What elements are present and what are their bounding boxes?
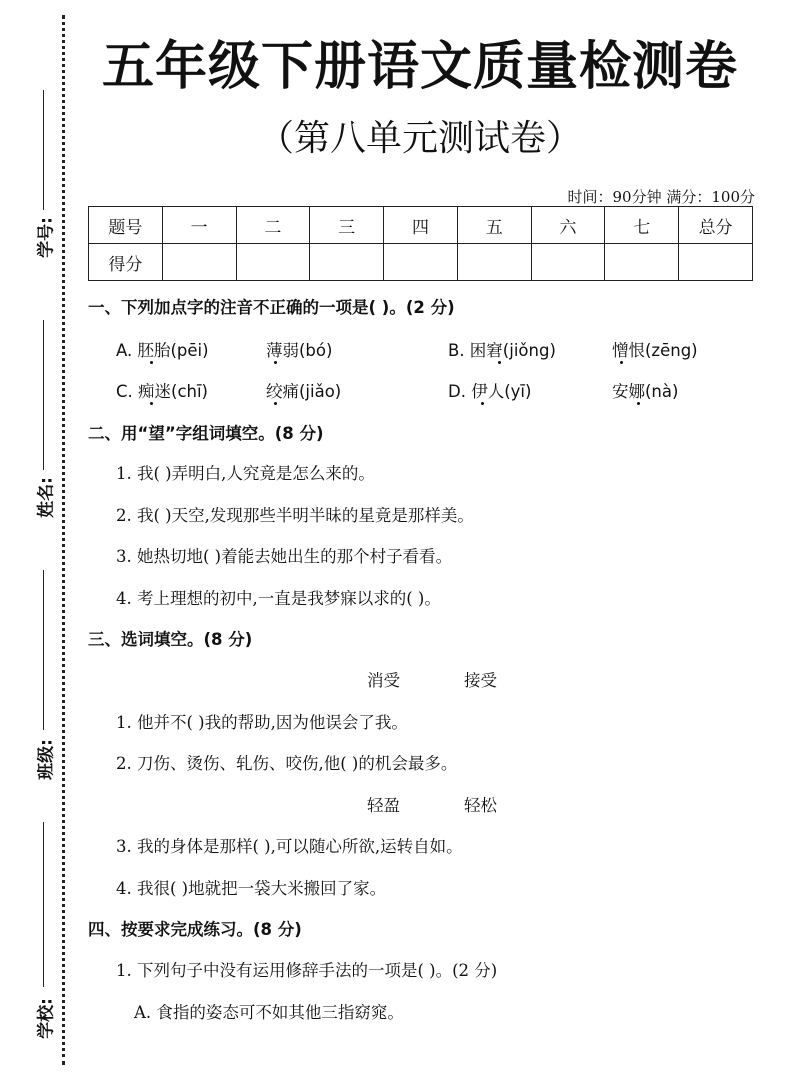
score-cell[interactable] [310,244,384,281]
section-4-heading: 四、按要求完成练习。(8 分) [88,920,302,939]
score-table-header-cell: 二 [236,207,310,244]
school-label: 学校: [36,998,57,1039]
option-c-word-1[interactable]: C. 痴迷(chī) [116,382,208,401]
score-table-header-cell: 四 [384,207,458,244]
question-3-3[interactable]: 3. 我的身体是那样( ),可以随心所欲,运转自如。 [116,837,463,856]
score-table-header-cell: 一 [162,207,236,244]
student-number-label: 学号: [36,217,57,258]
question-2-2[interactable]: 2. 我( )天空,发现那些半明半昧的星竟是那样美。 [116,506,474,525]
emphasis-dot [150,361,153,364]
word-choice: 轻盈 [367,796,400,815]
name-field[interactable] [22,320,57,520]
section-2-heading: 二、用“望”字组词填空。(8 分) [88,424,324,443]
score-cell[interactable] [457,244,531,281]
score-cell[interactable] [236,244,310,281]
page-title: 五年级下册语文质量检测卷 [101,36,738,97]
emphasis-dot [274,402,277,405]
score-table-header-cell: 七 [605,207,679,244]
class-field[interactable] [22,570,57,790]
score-table-header-cell: 三 [310,207,384,244]
score-row-label: 得分 [89,244,163,281]
section-1-heading: 一、下列加点字的注音不正确的一项是( )。(2 分) [88,298,455,317]
option-c-word-2[interactable]: 绞痛(jiǎo) [266,382,342,401]
student-number-field[interactable] [22,90,57,280]
name-line [43,320,44,470]
exam-meta: 时间：90分钟 满分：100分 [567,188,755,206]
binding-strip [0,0,70,1072]
word-choice: 消受 [367,671,400,690]
word-choice: 接受 [464,671,497,690]
emphasis-dot [498,361,501,364]
question-4-1[interactable]: 1. 下列句子中没有运用修辞手法的一项是( )。(2 分) [116,961,498,980]
word-choice: 轻松 [464,796,497,815]
score-cell[interactable] [531,244,605,281]
question-3-4[interactable]: 4. 我很( )地就把一袋大米搬回了家。 [116,879,387,898]
option-a-word-1[interactable]: A. 胚胎(pēi) [116,341,209,360]
option-d-word-1[interactable]: D. 伊人(yī) [448,382,532,401]
score-cell[interactable] [605,244,679,281]
class-label: 班级: [36,739,57,780]
score-table-header-cell: 总分 [679,207,753,244]
question-3-2[interactable]: 2. 刀伤、烫伤、轧伤、咬伤,他( )的机会最多。 [116,754,458,773]
page-subtitle: （第八单元测试卷） [257,118,582,159]
question-2-3[interactable]: 3. 她热切地( )着能去她出生的那个村子看看。 [116,547,453,566]
emphasis-dot [481,402,484,405]
emphasis-dot [150,402,153,405]
score-table-header-cell: 六 [531,207,605,244]
option-b-word-2[interactable]: 憎恨(zēng) [612,341,698,360]
option-a-word-2[interactable]: 薄弱(bó) [266,341,333,360]
score-table-header-cell: 五 [457,207,531,244]
emphasis-dot [620,361,623,364]
emphasis-dot [637,402,640,405]
score-cell[interactable] [679,244,753,281]
class-line [43,570,44,730]
name-label: 姓名: [36,477,57,518]
option-d-word-2[interactable]: 安娜(nà) [612,382,679,401]
option-b-word-1[interactable]: B. 困窘(jiǒng) [448,341,556,360]
question-4-1-option-a[interactable]: A. 食指的姿态可不如其他三指窈窕。 [134,1003,404,1022]
cut-line [62,15,65,1065]
question-3-1[interactable]: 1. 他并不( )我的帮助,因为他误会了我。 [116,713,408,732]
question-2-4[interactable]: 4. 考上理想的初中,一直是我梦寐以求的( )。 [116,589,441,608]
score-table [88,206,753,281]
score-table-row [89,244,753,281]
student-number-line [43,90,44,210]
score-cell[interactable] [162,244,236,281]
question-2-1[interactable]: 1. 我( )弄明白,人究竟是怎么来的。 [116,464,375,483]
section-3-heading: 三、选词填空。(8 分) [88,630,253,649]
score-table-header-row [89,207,753,244]
school-field[interactable] [22,822,57,1052]
score-table-header-cell: 题号 [89,207,163,244]
school-line [43,822,44,987]
score-cell[interactable] [384,244,458,281]
emphasis-dot [274,361,277,364]
